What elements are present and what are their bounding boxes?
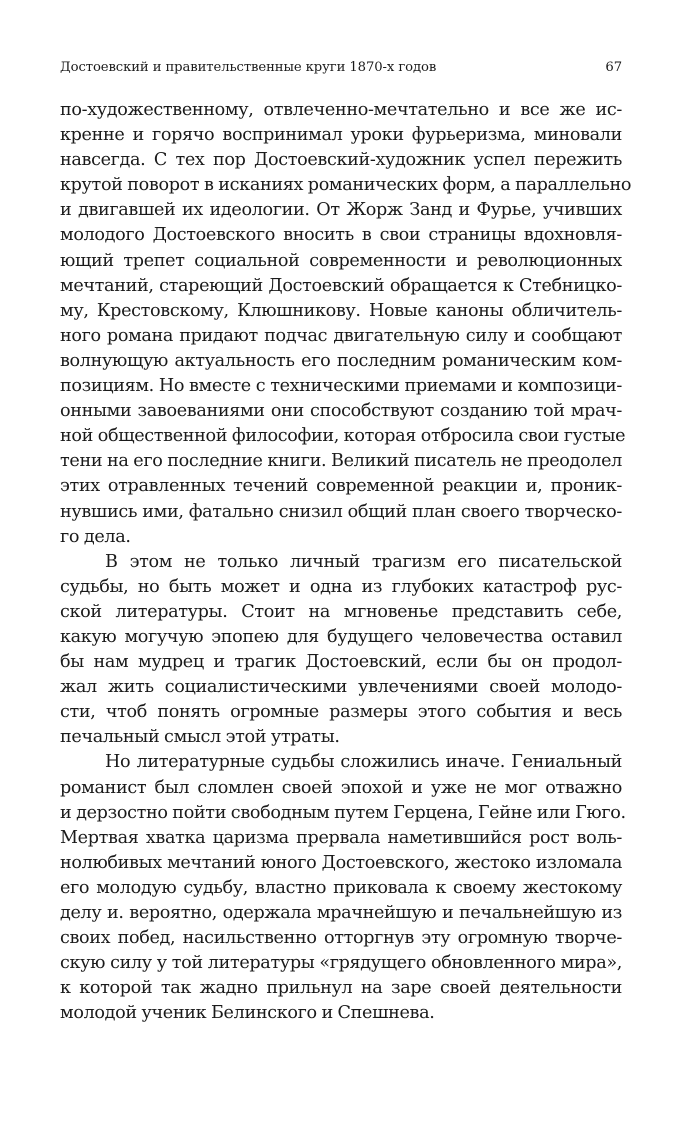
paragraph (60, 550, 622, 751)
text-line: ного романа придают подчас двигательную силу и сообщают (60, 325, 622, 346)
text-line: В этом не только личный трагизм его писательской (105, 551, 622, 572)
text-line: своих побед, насильственно отторгнув эту огромную творче- (60, 928, 622, 949)
text-line: этих отравленных течений современной реакции и, проник- (60, 476, 622, 497)
paragraph (60, 98, 632, 550)
text-line: тени на его последние книги. Великий писатель не преодолел (60, 451, 622, 472)
text-line: позициям. Но вместе с техническими приемами и композици- (60, 376, 622, 397)
text-line: ной общественной философии, которая отбросила свои густые (60, 426, 626, 447)
text-line: по-художественному, отвлеченно-мечтательно и все же ис- (60, 100, 622, 120)
text-line: го дела. (60, 526, 131, 547)
text-line: онными завоеваниями они способствуют созданию той мрач- (60, 401, 622, 422)
paragraph (60, 750, 626, 1026)
text-line: его молодую судьбу, властно приковала к своему жестокому (60, 877, 622, 898)
text-line: Но литературные судьбы сложились иначе. Гениальный (105, 752, 622, 773)
text-line: му, Крестовскому, Клюшникову. Новые каноны обличитель- (60, 300, 622, 321)
text-line: молодой ученик Белинского и Спешнева. (60, 1003, 435, 1024)
text-line: нувшись ими, фатально снизил общий план своего творческо- (60, 501, 622, 522)
text-line: Мертвая хватка царизма прервала наметившийся рост воль- (60, 827, 622, 848)
page-number: 67 (605, 60, 622, 75)
text-line: ющий трепет социальной современности и революционных (60, 250, 622, 271)
text-line: мечтаний, стареющий Достоевский обращается к Стебницко- (60, 275, 622, 296)
text-line: к которой так жадно прильнул на заре своей деятельности (60, 978, 622, 999)
text-line: крутой поворот в исканиях романических форм, а параллельно (60, 175, 632, 196)
text-line: какую могучую эпопею для будущего человечества оставил (60, 626, 622, 647)
text-line: скую силу у той литературы «грядущего обновленного мира», (60, 953, 622, 974)
running-title: Достоевский и правительственные круги 1870-х годов (60, 60, 437, 75)
body-text (60, 98, 632, 1026)
text-line: жал жить социалистическими увлечениями своей молодо- (60, 677, 622, 698)
text-line: судьбы, но быть может и одна из глубоких катастроф рус- (60, 576, 622, 597)
text-line: сти, чтоб понять огромные размеры этого события и весь (60, 702, 622, 723)
text-line: делу и. вероятно, одержала мрачнейшую и печальнейшую из (60, 903, 622, 923)
text-line: бы нам мудрец и трагик Достоевский, если бы он продол- (60, 652, 622, 673)
text-line: романист был сломлен своей эпохой и уже не мог отважно (60, 777, 622, 798)
text-line: молодого Достоевского вносить в свои страницы вдохновля- (60, 225, 622, 246)
text-line: нолюбивых мечтаний юного Достоевского, жестоко изломала (60, 852, 622, 873)
text-line: волнующую актуальность его последним романическим ком- (60, 350, 622, 371)
text-line: навсегда. С тех пор Достоевский-художник успел пережить (60, 150, 622, 171)
text-line: печальный смысл этой утраты. (60, 727, 340, 748)
text-line: ской литературы. Стоит на мгновенье представить себе, (60, 601, 622, 622)
text-line: и дерзостно пойти свободным путем Герцена, Гейне или Гюго. (60, 802, 626, 823)
text-line: и двигавшей их идеологии. От Жорж Занд и Фурье, учивших (60, 200, 622, 221)
text-line: кренне и горячо воспринимал уроки фурьеризма, миновали (60, 125, 622, 146)
